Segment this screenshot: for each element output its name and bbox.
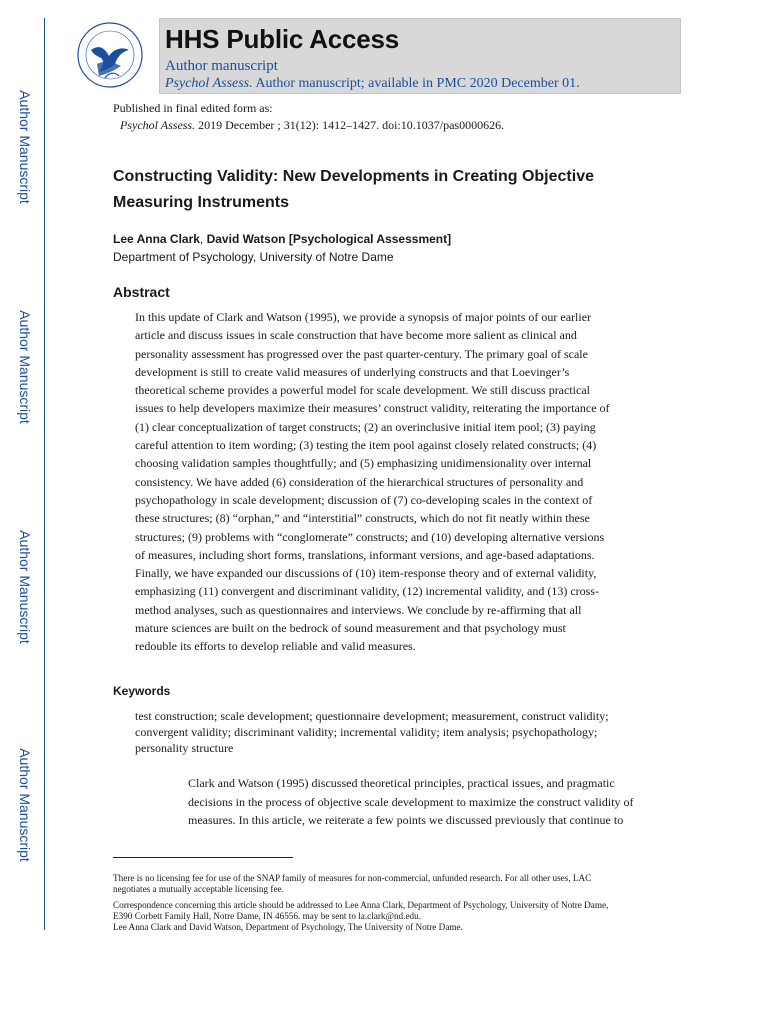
header-subtitle: Author manuscript	[165, 58, 278, 74]
header-title: HHS Public Access	[165, 24, 400, 54]
journal-name: Psychol Assess.	[165, 76, 253, 91]
author-name: Lee Anna Clark	[113, 232, 200, 246]
published-label: Published in final edited form as:	[113, 101, 273, 115]
side-label-author-manuscript: Author Manuscript	[17, 90, 33, 204]
footnote-divider	[113, 857, 293, 858]
affiliation: Department of Psychology, University of Notre Dame	[113, 250, 394, 264]
keywords-list: test construction; scale development; questionnaire development; measurement, construct validity; convergent validity; discriminant validity; incremental validity; item analysis; psychopathology; personality structure	[135, 709, 609, 755]
article-title: Constructing Validity: New Developments in Creating Objective Measuring Instruments	[113, 168, 594, 211]
header-journal-line	[165, 76, 580, 92]
margin-rule	[44, 18, 45, 930]
keywords-heading: Keywords	[113, 684, 171, 698]
citation-journal: Psychol Assess.	[120, 118, 196, 132]
author-name: David Watson [Psychological Assessment]	[206, 232, 452, 246]
body-paragraph: Clark and Watson (1995) discussed theoretical principles, practical issues, and pragmatic decisions in the process of objective scale development to maximize the construct validity of measures. In this article, we reiterate a few points we discussed previously that continue to	[188, 776, 634, 827]
hhs-seal-icon	[75, 20, 145, 90]
side-label-author-manuscript: Author Manuscript	[17, 310, 33, 424]
footnotes: There is no licensing fee for use of the SNAP family of measures for non-commercial, unfunded research. For all other uses, LAC negotiates a mutually acceptable licensing fee. Correspondence concerning this article should be addressed to Lee Anna Clark, Department of Psychology, University of Notre Dame, E390 Corbett Family Hall, Notre Dame, IN 46556. may be sent to la.clark@nd.edu. Lee Anna Clark and David Watson, Department of Psychology, The University of Notre Dame.	[113, 873, 609, 932]
side-label-author-manuscript: Author Manuscript	[17, 530, 33, 644]
side-label-author-manuscript: Author Manuscript	[17, 748, 33, 862]
author-line: Lee Anna Clark, David Watson [Psychological Assessment]	[113, 232, 452, 246]
abstract-heading: Abstract	[113, 284, 170, 300]
abstract-body: In this update of Clark and Watson (1995), we provide a synopsis of major points of our earlier article and discuss issues in scale construction that have become more salient as clinical and personality assessment has progressed over the past quarter-century. The primary goal of scale development is still to create valid measures of underlying constructs and that Loevinger’s theoretical scheme provides a powerful model for scale development. We still discuss practical issues to help developers maximize their measures’ construct validity, reiterating the importance of (1) clear conceptualization of target constructs; (2) an overinclusive initial item pool; (3) paying careful attention to item wording; (3) testing the item pool against closely related constructs; (4) choosing validation samples thoughtfully; and (5) emphasizing unidimensionality over internal consistency. We have added (6) consideration of the hierarchical structures of personality and psychopathology in scale development; discussion of (7) co-developing scales in the context of these structures; (8) “orphan,” and “interstitial” constructs, which do not fit neatly within these structures; (9) problems with “conglomerate” constructs; and (10) developing alternative versions of measures, including short forms, translations, informant versions, and age-based adaptations. Finally, we have expanded our discussions of (10) item-response theory and of external validity, emphasizing (11) convergent and discriminant validity, (12) incremental validity, and (13) cross- method analyses, such as questionnaires and interviews. We conclude by re-affirming that all mature sciences are built on the bedrock of sound measurement and that psychology must redouble its efforts to develop reliable and valid measures.	[135, 310, 610, 654]
hhs-header	[67, 18, 682, 94]
published-citation	[120, 118, 504, 133]
availability-text: Author manuscript; available in PMC 2020 December 01.	[255, 76, 580, 91]
citation-details: 2019 December ; 31(12): 1412–1427. doi:10.1037/pas0000626.	[198, 118, 505, 132]
